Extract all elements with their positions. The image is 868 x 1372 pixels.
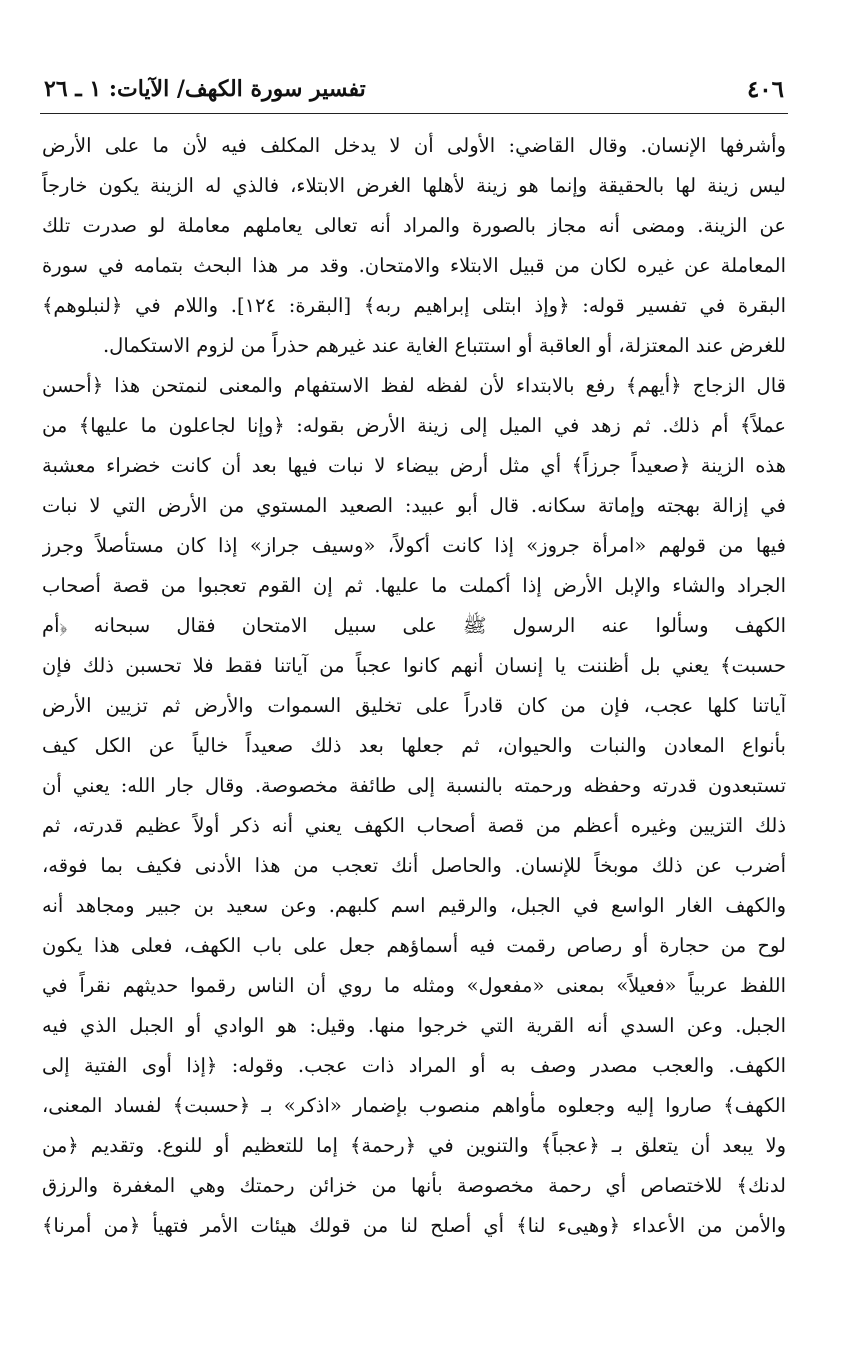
- text-line: ولا يبعد أن يتعلق بـ ﴿عجباً﴾ والتنوين في ﴿رحمة﴾ إما للتعظيم أو للنوع. وتقديم ﴿من: [42, 1134, 786, 1157]
- header-divider: [40, 113, 788, 114]
- text-line: أضرب عن ذلك موبخاً للإنسان. والحاصل أنك تعجب من هذا الأدنى فكيف بما فوقه،: [42, 854, 786, 877]
- text-line: عملاً﴾ أم ذلك. ثم زهد في الميل إلى زينة الأرض بقوله: ﴿وإنا لجاعلون ما عليها﴾ من: [42, 414, 786, 437]
- text-line: لوح من حجارة أو رصاص رقمت فيه أسماؤهم جعل على باب الكهف، فعلى هذا يكون: [42, 934, 786, 957]
- text-line: والكهف الغار الواسع في الجبل، والرقيم اسم كلبهم. وعن سعيد بن جبير ومجاهد أنه: [42, 894, 786, 917]
- text-line: الكهف وسألوا عنه الرسول ﷺ على سبيل الامتحان فقال سبحانه ﴿أم: [42, 614, 786, 637]
- text-line: الجراد والشاء والإبل الأرض إذا أكملت ما عليها. ثم إن القوم تعجبوا من قصة أصحاب: [42, 574, 786, 597]
- text-line: والأمن من الأعداء ﴿وهيىء لنا﴾ أي أصلح لنا من قولك هيئات الأمر فتهيأ ﴿من أمرنا﴾: [42, 1214, 786, 1237]
- page-number: ٤٠٦: [746, 76, 784, 103]
- text-line: قال الزجاج ﴿أيهم﴾ رفع بالابتداء لأن لفظه لفظ الاستفهام والمعنى لنمتحن هذا ﴿أحسن: [42, 374, 786, 397]
- text-line: ليس زينة لها بالحقيقة وإنما هو زينة لأهلها الغرض الابتلاء، فالذي له الزينة يكون خارجاً: [42, 174, 786, 197]
- text-line: البقرة في تفسير قوله: ﴿وإذ ابتلى إبراهيم ربه﴾ [البقرة: ١٢٤]. واللام في ﴿لنبلوهم﴾: [42, 294, 786, 317]
- body-text: [42, 126, 786, 1246]
- text-line: فيها من قولهم «امرأة جروز» إذا كانت أكولاً، «وسيف جراز» إذا كان مستأصلاً وجرز: [42, 534, 786, 557]
- text-line: عن الزينة. ومضى أنه مجاز بالصورة والمراد أنه تعالى يعاملهم معاملة لو صدرت تلك: [42, 214, 786, 237]
- text-line: الكهف﴾ صاروا إليه وجعلوه مأواهم منصوب بإضمار «اذكر» بـ ﴿حسبت﴾ لفساد المعنى،: [42, 1094, 786, 1117]
- page-header: [40, 70, 788, 110]
- text-line: للغرض عند المعتزلة، أو العاقبة أو استتباع الغاية عند غيرهم حذراً من لزوم الاستكمال.: [102, 334, 786, 357]
- text-line: وأشرفها الإنسان. وقال القاضي: الأولى أن لا يدخل المكلف فيه لأن ما على الأرض: [42, 134, 786, 157]
- text-line: الجبل. وعن السدي أنه القرية التي خرجوا منها. وقيل: هو الوادي أو الجبل الذي فيه: [42, 1014, 786, 1037]
- text-line: ذلك التزيين وغيره أعظم من قصة أصحاب الكهف يعني أنه ذكر أولاً عظيم قدرته، ثم: [42, 814, 786, 837]
- text-line: آياتنا كلها عجب، فإن من كان قادراً على تخليق السموات والأرض ثم تزيين الأرض: [42, 694, 786, 717]
- text-line: بأنواع المعادن والنبات والحيوان، ثم جعلها بعد ذلك صعيداً خالياً عن الكل كيف: [42, 734, 786, 757]
- text-line: حسبت﴾ يعني بل أظننت يا إنسان أنهم كانوا عجباً من آياتنا فقط فلا تحسبن ذلك فإن: [42, 654, 786, 677]
- running-title: تفسير سورة الكهف/ الآيات: ١ ـ ٢٦: [44, 76, 366, 102]
- text-line: اللفظ عربياً «فعيلاً» بمعنى «مفعول» ومثله ما روي أن الناس رقموا حديثهم نقراً في: [42, 974, 786, 997]
- text-line: المعاملة عن غيره لكان من قبيل الابتلاء والامتحان. وقد مر هذا البحث بتمامه في سورة: [42, 254, 786, 277]
- text-line: هذه الزينة ﴿صعيداً جرزاً﴾ أي مثل أرض بيضاء لا نبات فيها بعد أن كانت خضراء معشبة: [42, 454, 786, 477]
- text-line: تستبعدون قدرته وحفظه ورحمته بالنسبة إلى طائفة مخصوصة. وقال جار الله: يعني أن: [42, 774, 786, 797]
- text-line: لدنك﴾ للاختصاص أي رحمة مخصوصة بأنها من خزائن رحمتك وهي المغفرة والرزق: [42, 1174, 786, 1197]
- text-line: الكهف. والعجب مصدر وصف به أو المراد ذات عجب. وقوله: ﴿إذا أوى الفتية إلى: [42, 1054, 786, 1077]
- text-line: في إزالة بهجته وإماتة سكانه. قال أبو عبيد: الصعيد المستوي من الأرض التي لا نبات: [42, 494, 786, 517]
